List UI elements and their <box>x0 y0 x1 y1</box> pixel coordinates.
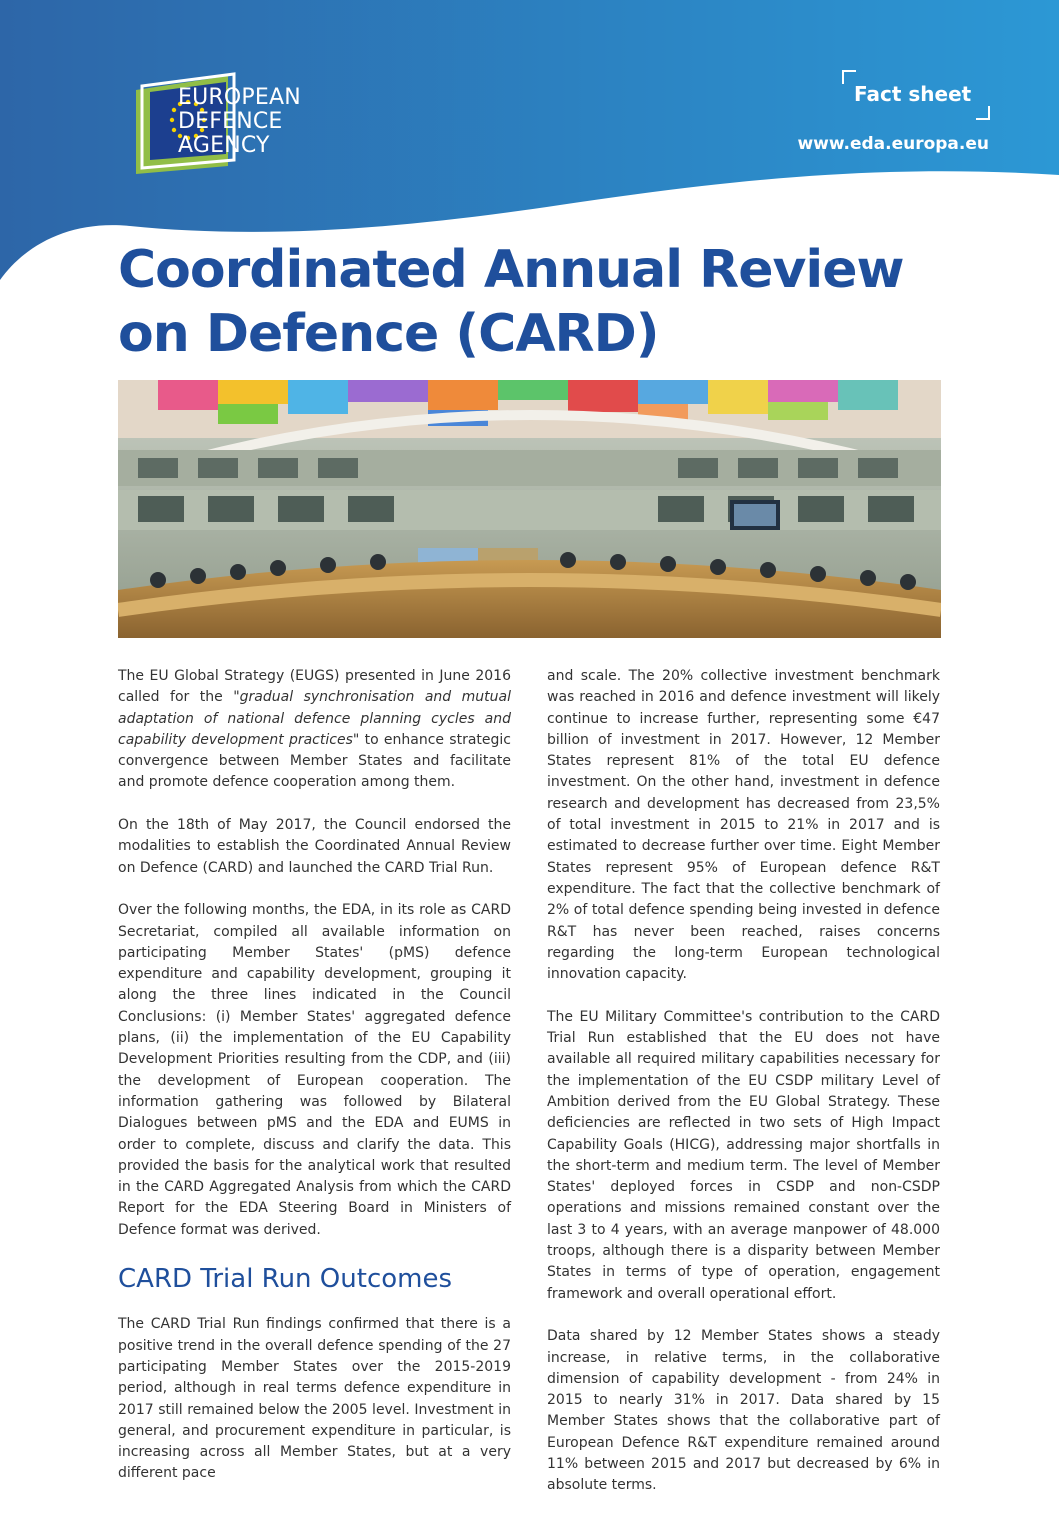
p1-text-a: The EU Global Strategy (EUGS) presented in June 2016 called for the " <box>118 668 511 706</box>
page-title <box>118 238 1018 366</box>
logo-line-3: AGENCY <box>178 133 270 158</box>
bracket-bottom-right <box>976 106 990 120</box>
paragraph-council: On the 18th of May 2017, the Council endorsed the modalities to establish the Coordinated Annual Review on Defence (CARD) and launched the CARD Trial Run. <box>118 817 511 876</box>
meeting-room-photo <box>118 380 941 638</box>
website-link[interactable]: www.eda.europa.eu <box>797 134 989 154</box>
title-line-2: on Defence (CARD) <box>118 304 659 364</box>
paragraph-military-committee: The EU Military Committee's contribution to the CARD Trial Run established that the EU does not have available all required military capabilities necessary for the implementation of the EU CSDP military Level of Ambition derived from the EU Global Strategy. These deficiencies are reflected in two sets of High Impact Capability Goals (HICG), addressing major shortfalls in the short-term and medium term. The level of Member States' deployed forces in CSDP and non-CSDP operations and missions remained constant over the last 3 to 4 years, with an average manpower of 48.000 troops, although there is a disparity between Member States in terms of type of operation, engagement framework and overall operational effort. <box>547 1008 940 1302</box>
right-column <box>547 666 940 1518</box>
paragraph-investment: and scale. The 20% collective investment benchmark was reached in 2016 and defence investment will likely continue to increase further, representing some €47 billion of investment in 2017. However, 12 Member States represent 81% of the total EU defence investment. On the other hand, investment in defence research and development has decreased from 23,5% of total investment in 2015 to 21% in 2017 and is estimated to decrease further over time. Eight Member States represent 95% of European defence R&T expenditure. The fact that the collective benchmark of 2% of total defence spending being invested in defence R&T has never been reached, raises concerns regarding the long-term European technological innovation capacity. <box>547 668 940 983</box>
left-column <box>118 666 511 1506</box>
paragraph-findings: The CARD Trial Run findings confirmed that there is a positive trend in the overall defence spending of the 27 participating Member States over the 2015-2019 period, although in real terms defence expenditure in 2017 still remained below the 2005 level. Investment in general, and procurement expenditure in particular, is increasing across all Member States, but at a very different pace <box>118 1316 511 1482</box>
paragraph-collaboration: Data shared by 12 Member States shows a steady increase, in relative terms, in the collaborative dimension of capability development - from 24% in 2015 to nearly 31% in 2017. Data shared by 15 Member States shows that the collaborative part of European Defence R&T expenditure remained around 11% between 2015 and 2017 but decreased by 6% in absolute terms. <box>547 1328 940 1494</box>
p1-quote: gradual synchronisation and mutual adaptation of national defence planning cycles and capability development practices <box>118 689 512 748</box>
logo-line-2: DEFENCE <box>178 109 283 134</box>
eda-logo-wordmark <box>178 86 338 158</box>
fact-sheet-badge <box>842 70 990 120</box>
p1-text-b: " to enhance strategic convergence between Member States and facilitate and promote defence cooperation among them. <box>118 731 511 791</box>
fact-sheet-label: Fact sheet <box>854 82 972 106</box>
paragraph-eugs <box>118 666 511 794</box>
paragraph-eda-role: Over the following months, the EDA, in its role as CARD Secretariat, compiled all available information on participating Member States' (pMS) defence expenditure and capability development, grouping it along the three lines indicated in the Council Conclusions: (i) Member States' aggregated defence plans, (ii) the implementation of the EU Capability Development Priorities resulting from the CDP, and (iii) the development of European cooperation. The information gathering was followed by Bilateral Dialogues between pMS and the EDA and EUMS in order to complete, discuss and clarify the data. This provided the basis for the analytical work that resulted in the CARD Aggregated Analysis from which the CARD Report for the EDA Steering Board in Ministers of Defence format was derived. <box>118 902 511 1238</box>
logo-line-1: EUROPEAN <box>178 85 301 110</box>
section-heading: CARD Trial Run Outcomes <box>118 1264 453 1295</box>
title-line-1: Coordinated Annual Review <box>118 240 904 300</box>
